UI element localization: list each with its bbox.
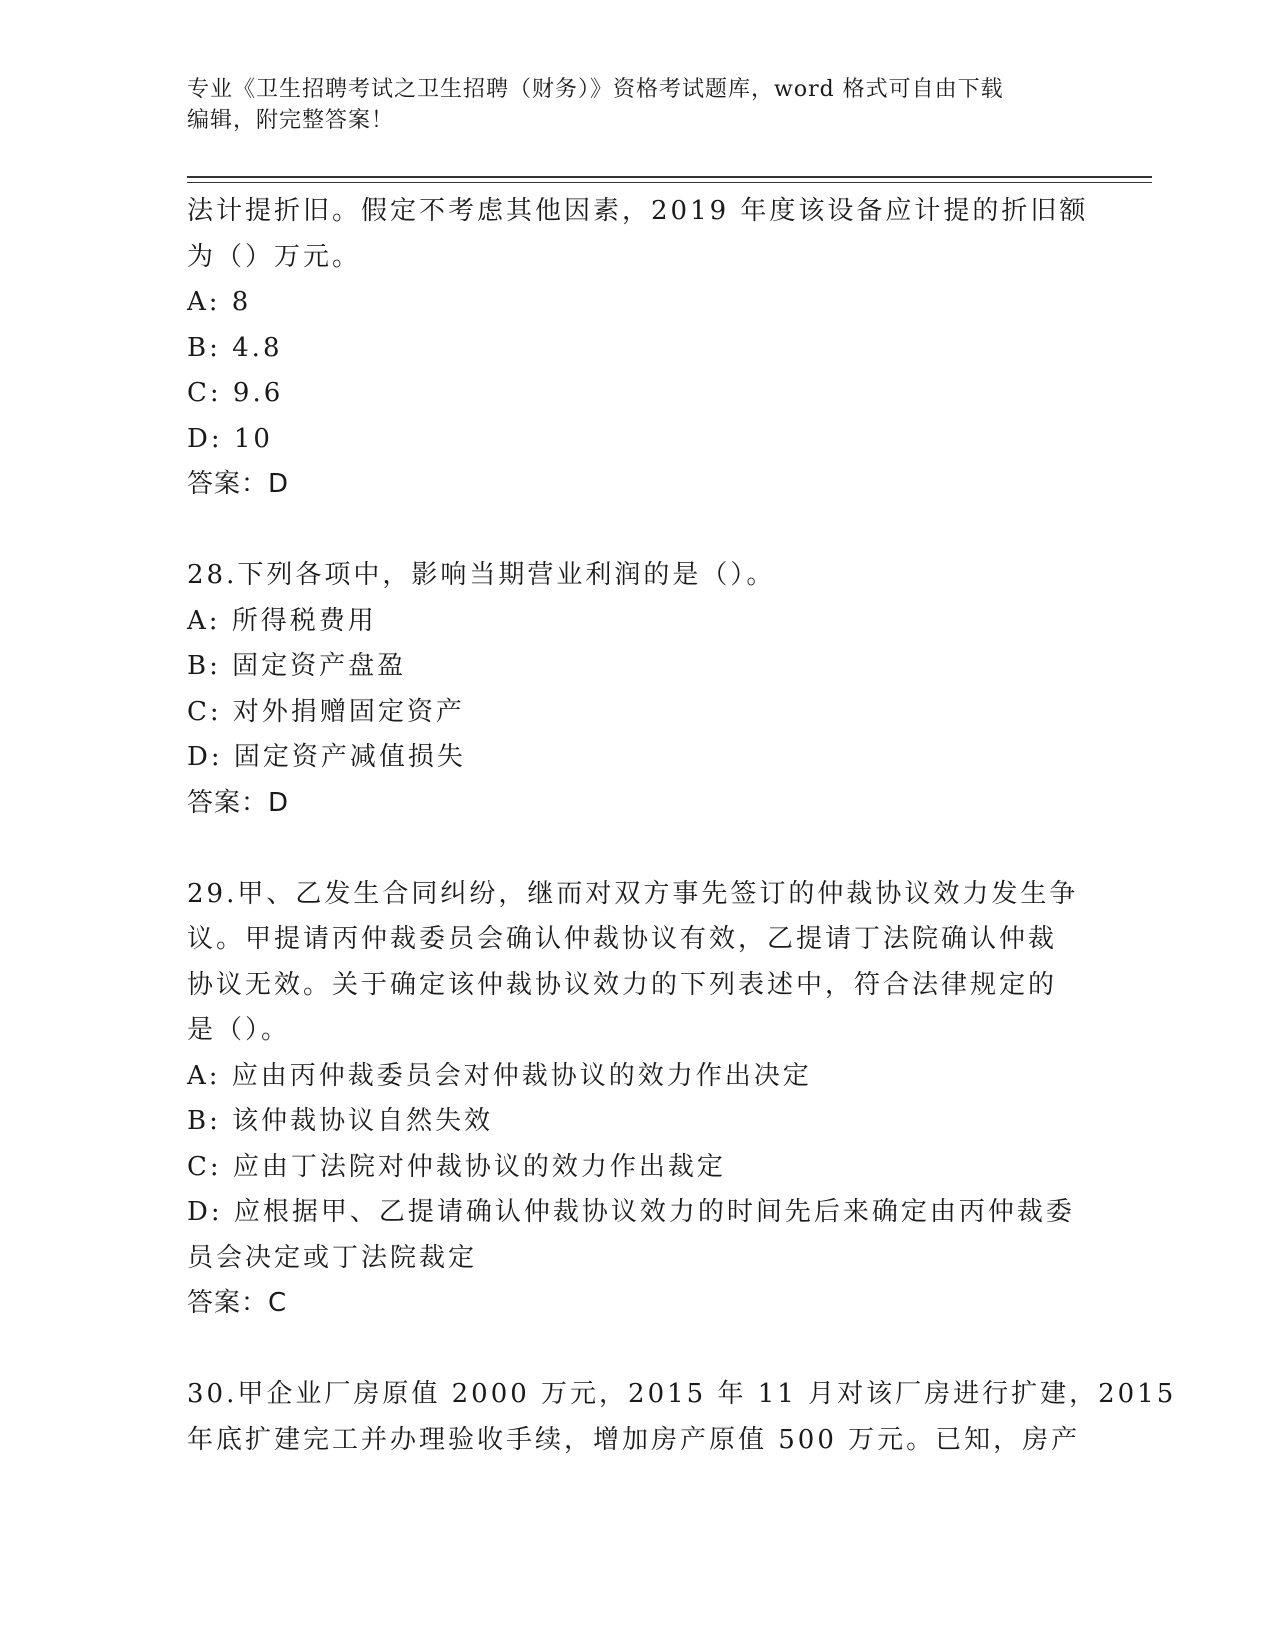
header-line-2: 编辑，附完整答案！ — [187, 108, 395, 133]
option-c: C: 9.6 — [187, 378, 284, 408]
question-list — [187, 189, 1177, 1463]
question-stem-line: 是（）。 — [187, 1015, 291, 1045]
option-d: D: 10 — [187, 423, 273, 454]
answer-line: 答案：D — [187, 787, 290, 818]
spacer — [187, 826, 1087, 872]
option-b: B: 4.8 — [187, 332, 283, 363]
header-divider-thick — [187, 176, 1152, 178]
option-d: D: 固定资产减值损失 — [187, 742, 466, 772]
option-a: A: 应由丙仲裁委员会对仲裁协议的效力作出决定 — [187, 1060, 812, 1091]
answer-line: 答案：D — [187, 469, 290, 499]
question-27 — [187, 189, 1087, 508]
option-d: D: 应根据甲、乙提请确认仲裁协议效力的时间先后来确定由丙仲裁委 — [187, 1197, 1075, 1227]
header-line-1: 专业《卫生招聘考试之卫生招聘（财务）》资格考试题库，word 格式可自由下载 — [187, 77, 1004, 102]
option-a: A: 8 — [187, 287, 252, 317]
page-header — [187, 74, 1067, 136]
spacer — [187, 508, 1087, 554]
spacer — [187, 1327, 1087, 1373]
option-b: B: 该仲裁协议自然失效 — [187, 1106, 494, 1136]
question-stem-line: 为（）万元。 — [187, 241, 362, 272]
question-stem-line: 法计提折旧。假定不考虑其他因素，2019 年度该设备应计提的折旧额 — [187, 196, 1089, 226]
question-stem-line: 协议无效。关于确定该仲裁协议效力的下列表述中，符合法律规定的 — [187, 969, 1058, 1000]
question-28 — [187, 553, 1087, 826]
question-stem-line: 议。甲提请丙仲裁委员会确认仲裁协议有效，乙提请丁法院确认仲裁 — [187, 924, 1058, 954]
answer-line: 答案：C — [187, 1288, 288, 1318]
option-c: C: 对外捐赠固定资产 — [187, 696, 465, 727]
question-stem-line: 28.下列各项中，影响当期营业利润的是（）。 — [187, 560, 776, 590]
option-c: C: 应由丁法院对仲裁协议的效力作出裁定 — [187, 1151, 726, 1182]
option-a: A: 所得税费用 — [187, 605, 377, 636]
question-stem-line: 29.甲、乙发生合同纠纷，继而对双方事先签订的仲裁协议效力发生争 — [187, 878, 1079, 909]
question-30 — [187, 1372, 1177, 1463]
question-stem-line: 年底扩建完工并办理验收手续，增加房产原值 500 万元。已知，房产 — [187, 1424, 1081, 1455]
option-b: B: 固定资产盘盈 — [187, 651, 407, 681]
question-29 — [187, 872, 1087, 1327]
question-stem-line: 30.甲企业厂房原值 2000 万元，2015 年 11 月对该厂房进行扩建，2015 — [187, 1379, 1177, 1409]
option-d-continued: 员会决定或丁法院裁定 — [187, 1242, 478, 1273]
header-divider-thin — [187, 182, 1152, 183]
